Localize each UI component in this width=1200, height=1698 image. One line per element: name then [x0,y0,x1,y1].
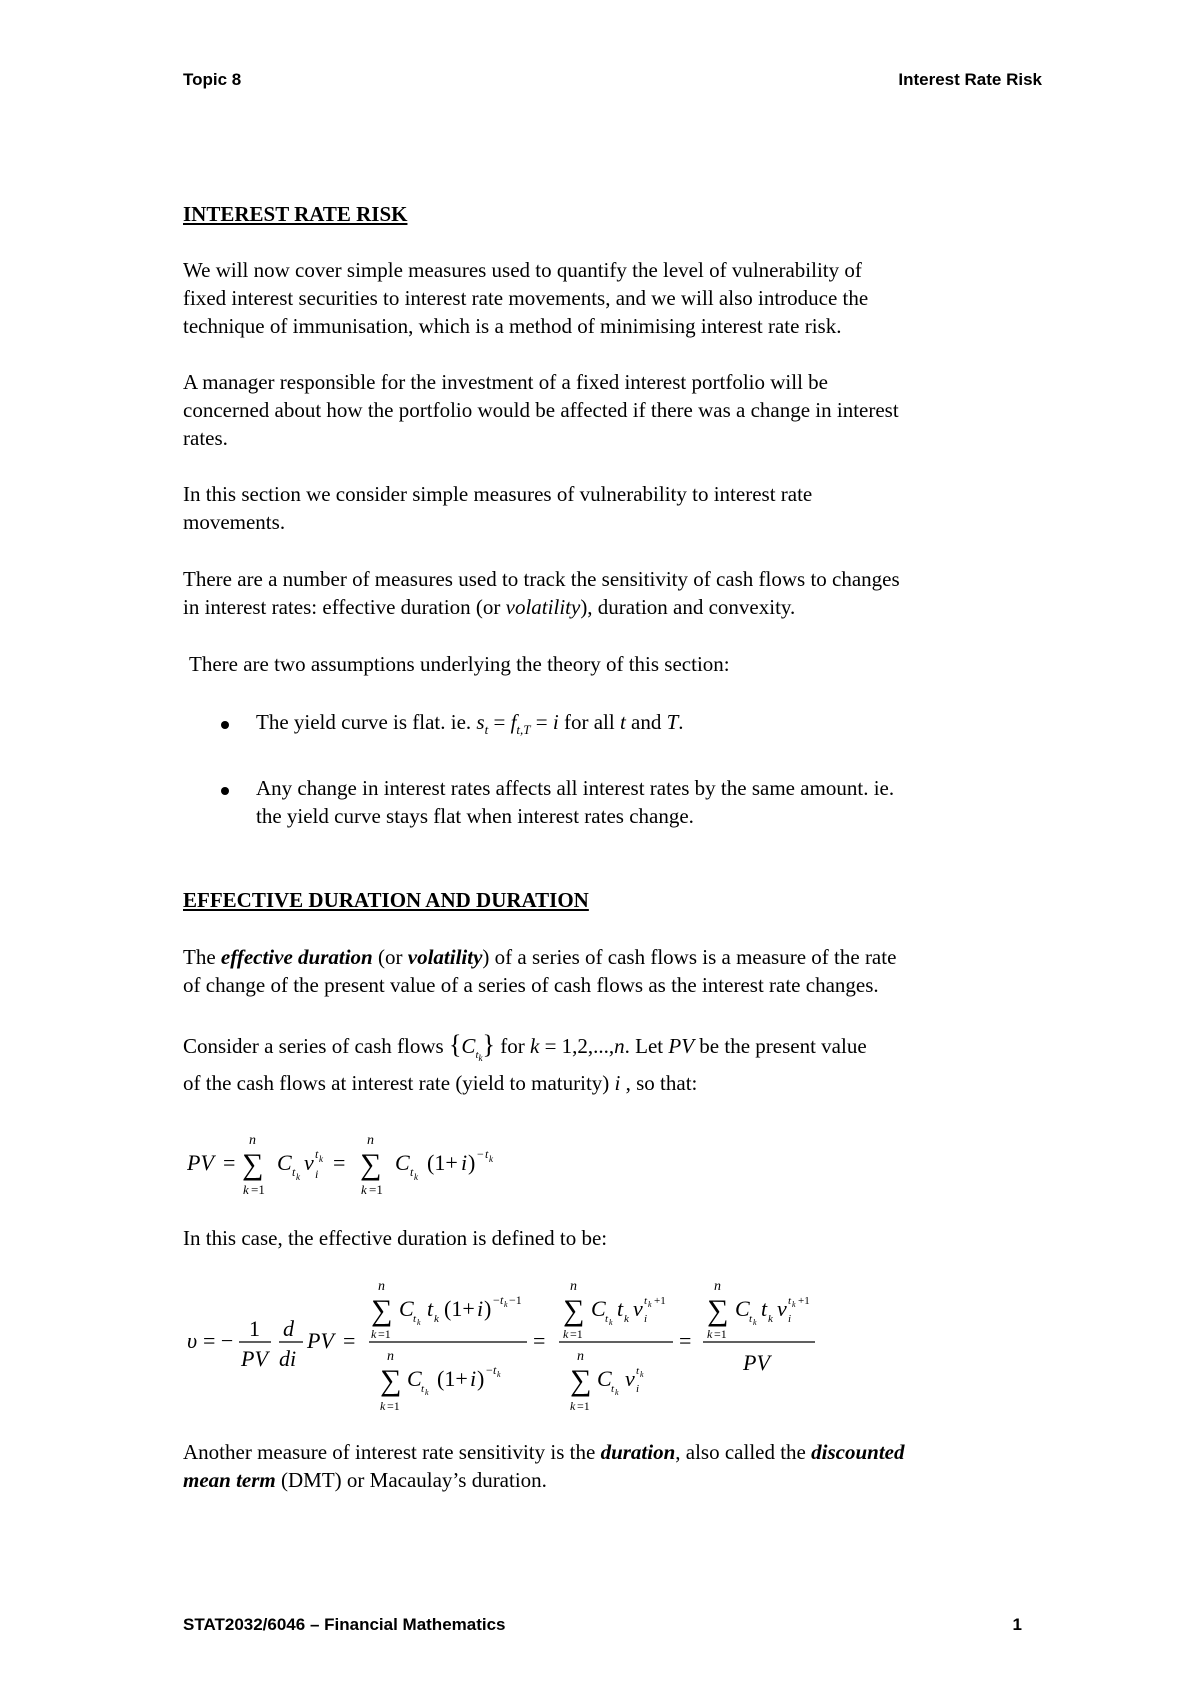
svg-text:=: = [333,1150,346,1175]
page-number: 1 [1012,1615,1022,1634]
svg-text:i: i [315,1167,319,1181]
svg-text:k: k [243,1182,249,1197]
svg-text:(1+: (1+ [427,1150,458,1175]
svg-text:k: k [753,1318,757,1327]
svg-text:k: k [615,1388,619,1397]
svg-text:i: i [470,1366,477,1391]
svg-text:=1: =1 [378,1327,391,1341]
svg-text:∑: ∑ [707,1294,729,1327]
svg-text:n: n [249,1133,256,1148]
svg-text:=: = [533,1328,546,1353]
svg-text:n: n [387,1349,394,1364]
svg-text:1: 1 [249,1316,260,1341]
svg-text:k: k [707,1327,713,1341]
svg-text:i: i [636,1383,640,1395]
svg-text:k: k [417,1318,421,1327]
svg-text:∑: ∑ [371,1294,393,1327]
svg-text:t: t [493,1363,497,1377]
svg-text:∑: ∑ [360,1148,382,1181]
svg-text:k: k [371,1327,377,1341]
svg-text:k: k [380,1399,386,1413]
svg-text:=1: =1 [570,1327,583,1341]
svg-text:n: n [577,1349,584,1364]
equation-present-value [187,1128,587,1198]
cash-flow-set: { [448,1030,462,1059]
svg-text:d: d [283,1316,294,1341]
paragraph-manager: A manager responsible for the investment of a fixed interest portfolio will be concerned about how the portfolio would be affected if there was a change in interest rates. [183,370,899,450]
svg-text:k: k [361,1182,367,1197]
paragraph-section-scope: In this section we consider simple measures of vulnerability to interest rate movements. [183,482,813,534]
svg-text:k: k [563,1327,569,1341]
svg-text:=1: =1 [251,1182,265,1197]
svg-text:−: − [486,1363,493,1377]
svg-text:∑: ∑ [570,1364,592,1397]
svg-text:∑: ∑ [563,1294,585,1327]
paragraph-cash-flows-line2: of the cash flows at interest rate (yield to maturity) i , so that: [183,1071,698,1095]
svg-text:n: n [714,1279,721,1294]
svg-text:t: t [485,1147,489,1161]
svg-text:C: C [395,1150,410,1175]
svg-text:−: − [477,1147,484,1161]
svg-text:t: t [500,1293,504,1307]
svg-text:k: k [319,1154,323,1164]
svg-text:+1: +1 [798,1295,810,1307]
svg-text:k: k [504,1300,508,1309]
svg-text:=: = [223,1150,236,1175]
svg-text:PV: PV [307,1328,334,1353]
svg-text:t: t [292,1165,296,1179]
svg-text:t: t [788,1295,792,1307]
svg-text:k: k [792,1300,796,1309]
svg-text:v: v [304,1150,314,1175]
paragraph-duration-intro: Another measure of interest rate sensitivity is the duration, also called the discounted mean term (DMT) or Macaulay’s duration. [183,1440,905,1492]
svg-text:k: k [425,1388,429,1397]
equation-effective-duration [187,1276,827,1416]
paragraph-measures: There are a number of measures used to track the sensitivity of cash flows to changes in interest rates: effective duration (or volatility), duration and convexity. [183,567,900,619]
svg-text:t: t [617,1296,624,1321]
svg-text:=1: =1 [369,1182,383,1197]
svg-text:C: C [399,1296,414,1321]
svg-text:k: k [640,1370,644,1379]
svg-text:n: n [378,1279,385,1294]
bullet-marker [221,721,229,729]
svg-text:k: k [648,1300,652,1309]
svg-text:C: C [277,1150,292,1175]
svg-text:): ) [477,1366,485,1391]
section-heading-effective-duration: EFFECTIVE DURATION AND DURATION [183,888,589,912]
svg-text:t: t [605,1313,609,1325]
svg-text:): ) [468,1150,476,1175]
svg-text:C: C [407,1366,422,1391]
svg-text:k: k [296,1172,300,1182]
svg-text:v: v [625,1366,635,1391]
paragraph-intro: We will now cover simple measures used to quantify the level of vulnerability of fixed interest securities to interest rate movements, and we will also introduce the technique of immunisation, which is a method of minimising interest rate risk. [183,258,869,338]
svg-text:n: n [570,1279,577,1294]
svg-text:t: t [427,1296,434,1321]
footer-course: STAT2032/6046 – Financial Mathematics [183,1615,506,1634]
svg-text:t: t [315,1147,319,1161]
svg-text:i: i [477,1296,484,1321]
svg-text:k: k [434,1313,439,1325]
svg-text:∑: ∑ [380,1364,402,1397]
svg-text:= −: = − [203,1328,234,1353]
svg-text:PV: PV [187,1150,214,1175]
svg-text:−1: −1 [509,1293,522,1307]
svg-text:di: di [279,1346,297,1371]
paragraph-effective-duration-def: The effective duration (or volatility) of a series of cash flows is a measure of the rate of change of the present value of a series of cash flows as the interest rate changes. [183,945,897,997]
svg-text:k: k [609,1318,613,1327]
svg-text:C: C [735,1296,750,1321]
bullet-marker [221,787,229,795]
svg-text:i: i [788,1313,792,1325]
svg-text:=1: =1 [577,1399,590,1413]
paragraph-cash-flows: Consider a series of cash flows $\{C_{t_k}\}$ for k = 1,2,...,n. Let PV be the present value [183,1030,867,1064]
bullet-parallel-shift: Any change in interest rates affects all interest rates by the same amount. ie. the yield curve stays flat when interest rates change. [256,776,895,828]
svg-text:v: v [633,1296,643,1321]
svg-text:(1+: (1+ [444,1296,475,1321]
svg-text:t: t [749,1313,753,1325]
svg-text:υ: υ [187,1328,198,1353]
header-topic: Topic 8 [183,70,242,89]
svg-text:=: = [679,1328,692,1353]
svg-text:∑: ∑ [242,1148,264,1181]
svg-text:k: k [489,1154,493,1164]
paragraph-assumptions: There are two assumptions underlying the theory of this section: [189,652,730,676]
svg-text:k: k [414,1172,418,1182]
svg-text:=1: =1 [387,1399,400,1413]
svg-text:t: t [644,1295,648,1307]
bullet-flat-yield-curve: The yield curve is flat. ie. $s_t = f_{t,T} = i$ for all t and T. [256,710,684,738]
svg-text:C: C [597,1366,612,1391]
svg-text:k: k [768,1313,773,1325]
svg-text:n: n [367,1133,374,1148]
svg-text:t: t [636,1365,640,1377]
svg-text:PV: PV [743,1350,770,1375]
svg-text:i: i [644,1313,648,1325]
svg-text:(1+: (1+ [437,1366,468,1391]
svg-text:k: k [624,1313,629,1325]
svg-text:t: t [410,1165,414,1179]
svg-text:=1: =1 [714,1327,727,1341]
svg-text:C: C [591,1296,606,1321]
svg-text:t: t [611,1383,615,1395]
svg-text:i: i [461,1150,468,1175]
svg-text:): ) [484,1296,492,1321]
svg-text:−: − [493,1293,500,1307]
svg-text:t: t [413,1313,417,1325]
svg-text:k: k [570,1399,576,1413]
svg-text:t: t [761,1296,768,1321]
svg-text:t: t [421,1383,425,1395]
header-title: Interest Rate Risk [898,70,1042,89]
svg-text:v: v [777,1296,787,1321]
svg-text:PV: PV [241,1346,268,1371]
svg-text:+1: +1 [654,1295,666,1307]
paragraph-effective-duration-intro: In this case, the effective duration is defined to be: [183,1226,608,1250]
svg-text:=: = [343,1328,356,1353]
section-heading-interest-rate-risk: INTEREST RATE RISK [183,202,408,226]
svg-text:k: k [497,1370,501,1379]
